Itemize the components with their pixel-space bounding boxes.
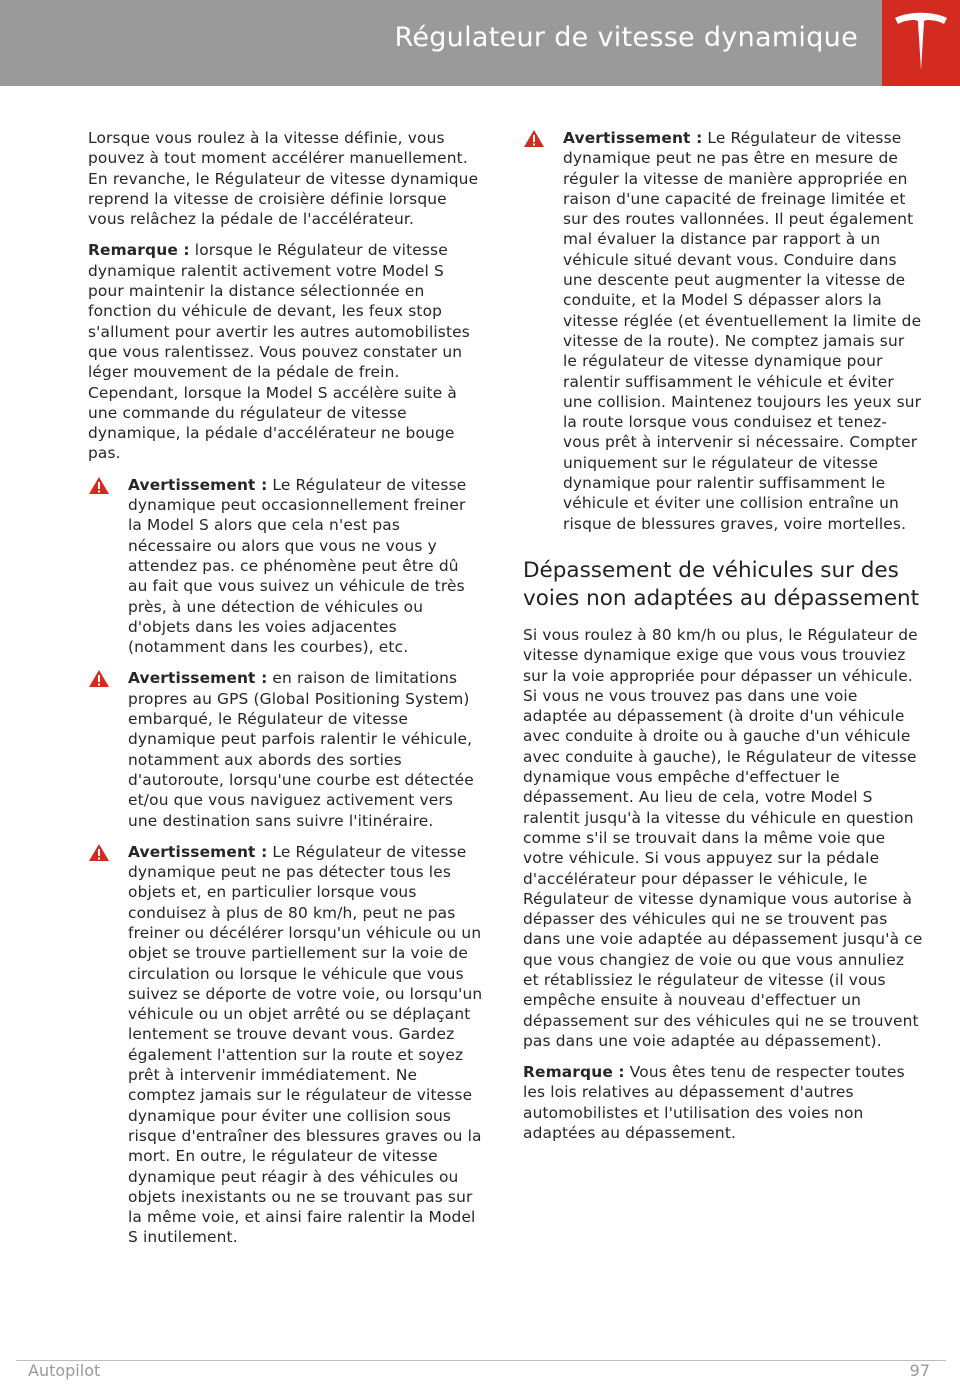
- note-label: Remarque :: [88, 241, 190, 260]
- warning-text: Le Régulateur de vitesse dynamique peut occasionnellement freiner la Model S alors que cela n'est pas nécessaire ou alors que vous ne vous y attendez pas. ce phénomène peut être dû au fait que vous suivez un véhicule de très près, à une détection de véhicules ou d'objets dans les voies adjacentes (notamment dans les courbes), etc.: [128, 475, 467, 657]
- warning-block: [88, 842, 483, 1248]
- note-text: Vous êtes tenu de respecter toutes les lois relatives au dépassement d'autres automobilistes et l'utilisation des voies non adaptées au dépassement.: [523, 1063, 905, 1143]
- warning-text: en raison de limitations propres au GPS (Global Positioning System) embarqué, le Régulateur de vitesse dynamique peut parfois ralentir le véhicule, notamment aux abords des sorties d'autoroute, lorsqu'une courbe est détectée et/ou que vous naviguez activement vers une destination sans suivre l'itinéraire.: [128, 669, 474, 830]
- note-paragraph: [523, 1062, 923, 1143]
- warning-label: Avertissement :: [128, 475, 268, 494]
- warning-block: [88, 475, 483, 658]
- body-paragraph: Si vous roulez à 80 km/h ou plus, le Régulateur de vitesse dynamique exige que vous vous trouviez sur la voie appropriée pour dépasser un véhicule. Si vous ne vous trouvez pas dans une voie adaptée au dépassement (à droite d'un véhicule avec conduite à droite ou à gauche d'un véhicule avec conduite à gauche), le Régulateur de vitesse dynamique vous empêche d'effectuer le dépassement. Au lieu de cela, votre Model S ralentit jusqu'à la vitesse du véhicule en question comme s'il se trouvait dans la même voie que votre véhicule. Si vous appuyez sur la pédale d'accélérateur pour dépasser le véhicule, le Régulateur de vitesse dynamique vous autorise à dépasser des véhicules qui ne se trouvent pas dans une voie adaptée au dépassement jusqu'à ce que vous changiez de voie ou que vous annuliez et rétablissiez le régulateur de vitesse (il vous empêche ensuite à nouveau d'effectuer un dépassement sur des véhicules qui ne se trouvent pas dans une voie adaptée au dépassement).: [523, 625, 923, 1050]
- warning-triangle-icon: [88, 843, 110, 862]
- left-column: [88, 128, 483, 1259]
- warning-text: Le Régulateur de vitesse dynamique peut ne pas être en mesure de réguler la vitesse de manière appropriée en raison d'une capacité de freinage limitée et sur des routes vallonnées. Il peut également mal évaluer la distance par rapport à un véhicule situé devant vous. Conduire dans une descente peut augmenter la vitesse de conduite, et la Model S dépasser alors la vitesse réglée (et éventuellement la limite de vitesse de la route). Ne comptez jamais sur le régulateur de vitesse dynamique pour ralentir suffisamment le véhicule et éviter une collision. Maintenez toujours les yeux sur la route lorsque vous conduisez et tenez-vous prêt à intervenir si nécessaire. Compter uniquement sur le régulateur de vitesse dynamique pour ralentir suffisamment le véhicule et éviter une collision entraîne un risque de blessures graves, voire mortelles.: [563, 129, 922, 533]
- footer-divider: [16, 1360, 946, 1361]
- brand-logo: [882, 0, 960, 86]
- warning-block: [523, 128, 923, 534]
- warning-triangle-icon: [523, 129, 545, 148]
- warning-label: Avertissement :: [128, 669, 268, 688]
- page-header: [0, 0, 960, 86]
- warning-triangle-icon: [88, 669, 110, 688]
- note-label: Remarque :: [523, 1063, 625, 1082]
- footer-section-name: Autopilot: [28, 1361, 101, 1380]
- warning-triangle-icon: [88, 476, 110, 495]
- warning-label: Avertissement :: [563, 129, 703, 147]
- warning-label: Avertissement :: [128, 842, 268, 861]
- warning-block: [88, 668, 483, 830]
- page-title: Régulateur de vitesse dynamique: [394, 22, 858, 53]
- warning-text: Le Régulateur de vitesse dynamique peut ne pas détecter tous les objets et, en particulier lorsque vous conduisez à plus de 80 km/h, peut ne pas freiner ou décélérer lorsqu'un véhicule ou un objet se trouve partiellement sur la voie de circulation ou lorsque le véhicule que vous suivez se déporte de votre voie, ou lorsqu'un véhicule ou un objet arrêté ou se déplaçant lentement se trouve devant vous. Gardez également l'attention sur la route et soyez prêt à intervenir immédiatement. Ne comptez jamais sur le régulateur de vitesse dynamique pour éviter une collision sous risque d'entraîner des blessures graves ou la mort. En outre, le régulateur de vitesse dynamique peut réagir à des véhicules ou objets inexistants ou ne se trouvant pas sur la même voie, et ainsi faire ralentir la Model S inutilement.: [128, 842, 483, 1247]
- page-number: 97: [909, 1361, 930, 1380]
- section-heading: Dépassement de véhicules sur des voies non adaptées au dépassement: [523, 557, 920, 611]
- note-text: lorsque le Régulateur de vitesse dynamique ralentit activement votre Model S pour maintenir la distance sélectionnée en fonction du véhicule de devant, les feux stop s'allument pour avertir les autres automobilistes que vous ralentissez. Vous pouvez constater un léger mouvement de la pédale de frein. Cependant, lorsque la Model S accélère suite à une commande du régulateur de vitesse dynamique, la pédale d'accélérateur ne bouge pas.: [88, 241, 470, 463]
- note-paragraph: [88, 240, 483, 463]
- tesla-logo-icon: [893, 12, 949, 74]
- intro-paragraph: Lorsque vous roulez à la vitesse définie, vous pouvez à tout moment accélérer manuellement. En revanche, le Régulateur de vitesse dynamique reprend la vitesse de croisière définie lorsque vous relâchez la pédale de l'accélérateur.: [88, 129, 479, 229]
- right-column: [523, 128, 923, 1154]
